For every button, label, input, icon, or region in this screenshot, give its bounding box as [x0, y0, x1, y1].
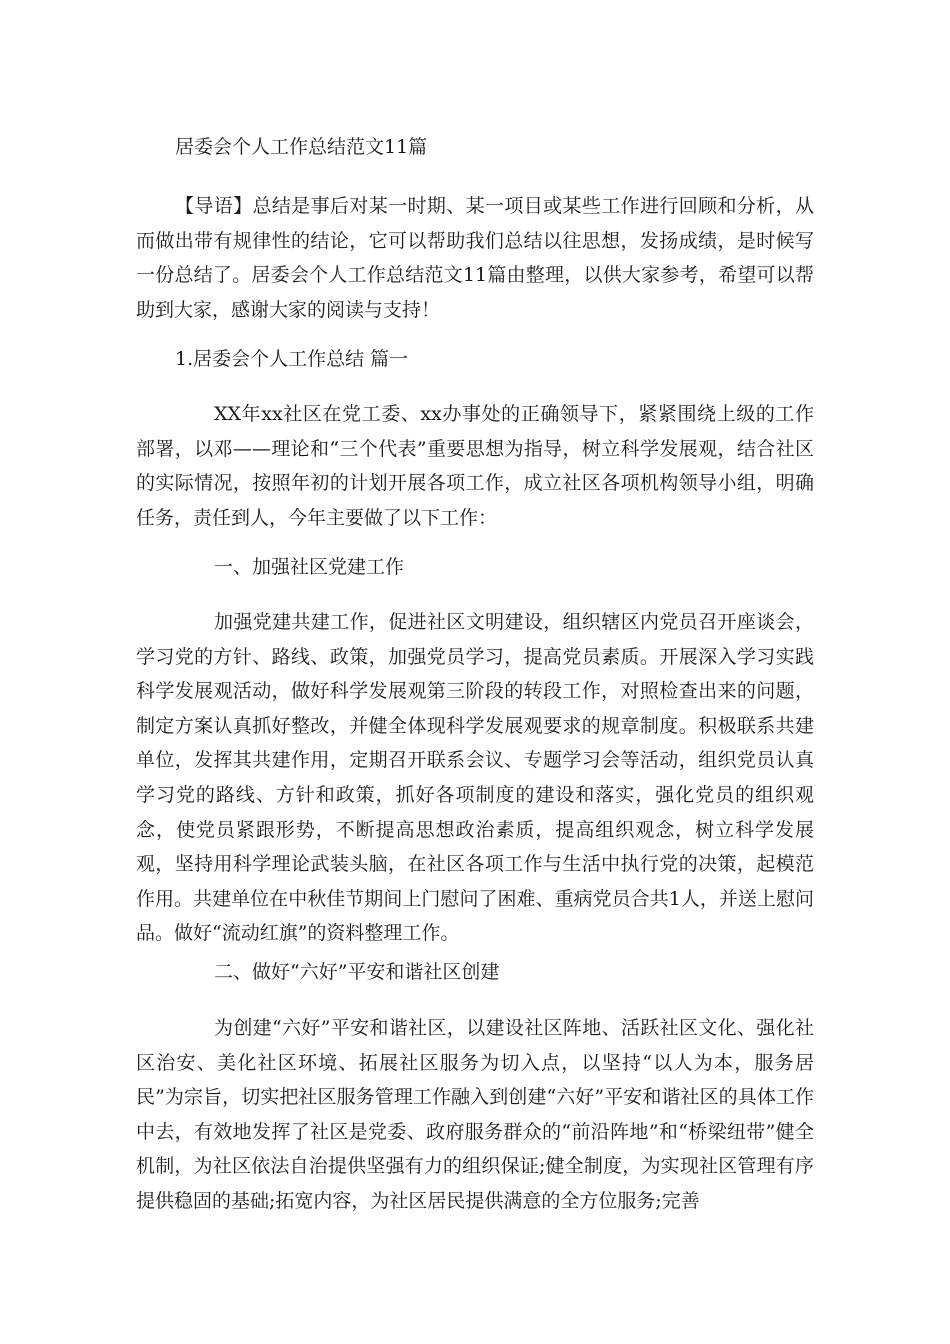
section-2-heading: 二、做好“六好”平安和谐社区创建 [214, 961, 500, 983]
section-1-paragraph: 加强党建共建工作，促进社区文明建设，组织辖区内党员召开座谈会，学习党的方针、路线、政策，加强党员学习，提高党员素质。开展深入学习实践科学发展观活动，做好科学发展观第三阶段的转段工作，对照检查出来的问题，制定方案认真抓好整改，并健全体现科学发展观要求的规章制度。积极联系共建单位，发挥其共建作用，定期召开联系会议、专题学习会等活动，组织党员认真学习党的路线、方针和政策，抓好各项制度的建设和落实，强化党员的组织观念，使党员紧跟形势，不断提高思想政治素质，提高组织观念，树立科学发展观，坚持用科学理论武装头脑，在社区各项工作与生活中执行党的决策，起模范作用。共建单位在中秋佳节期间上门慰问了困难、重病党员合共1人，并送上慰问品。做好“流动红旗”的资料整理工作。 [136, 611, 814, 945]
intro-paragraph: 【导语】总结是事后对某一时期、某一项目或某些工作进行回顾和分析，从而做出带有规律性的结论，它可以帮助我们总结以往思想，发扬成绩，是时候写一份总结了。居委会个人工作总结范文11篇由整理，以供大家参考，希望可以帮助到大家，感谢大家的阅读与支持！ [136, 195, 814, 321]
article-1-paragraph: XX年xx社区在党工委、xx办事处的正确领导下，紧紧围绕上级的工作部署，以邓——理论和“三个代表”重要思想为指导，树立科学发展观，结合社区的实际情况，按照年初的计划开展各项工作，成立社区各项机构领导小组，明确任务，责任到人，今年主要做了以下工作： [136, 403, 814, 529]
section-2-paragraph: 为创建“六好”平安和谐社区，以建设社区阵地、活跃社区文化、强化社区治安、美化社区环境、拓展社区服务为切入点，以坚持“以人为本，服务居民”为宗旨，切实把社区服务管理工作融入到创建“六好”平安和谐社区的具体工作中去，有效地发挥了社区是党委、政府服务群众的“前沿阵地”和“桥梁纽带”健全机制，为社区依法自治提供坚强有力的组织保证;健全制度，为实现社区管理有序提供稳固的基础;拓宽内容，为社区居民提供满意的全方位服务;完善 [136, 1017, 814, 1212]
document-title: 居委会个人工作总结范文11篇 [175, 136, 428, 158]
section-1-heading: 一、加强社区党建工作 [214, 556, 405, 578]
article-1-heading: 1.居委会个人工作总结 篇一 [175, 348, 409, 370]
